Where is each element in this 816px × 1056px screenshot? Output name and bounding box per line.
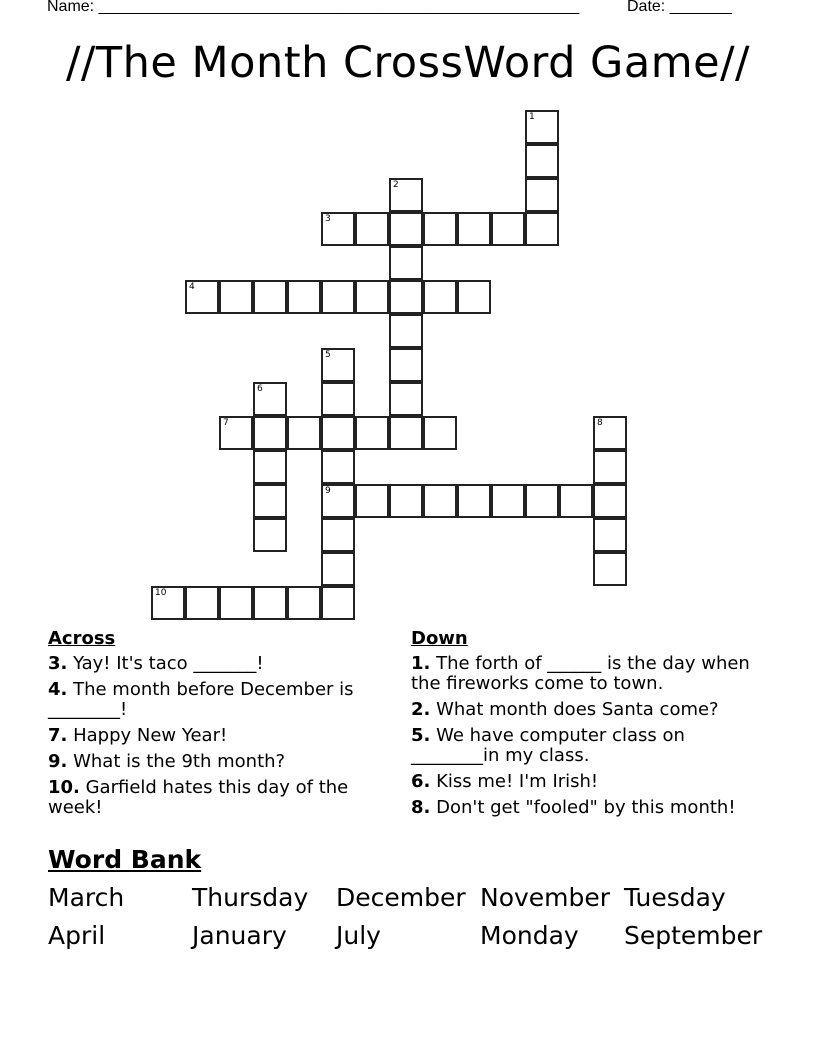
crossword-cell[interactable] [253, 450, 287, 484]
down-clue-8 [411, 798, 756, 818]
crossword-cell[interactable] [253, 382, 287, 416]
crossword-cell[interactable] [253, 280, 287, 314]
across-clue-9 [48, 752, 378, 772]
across-clue-10 [48, 778, 378, 818]
word-bank-word: April [48, 921, 106, 950]
clue-number: 7. [48, 725, 68, 746]
word-bank-word: January [192, 921, 287, 950]
crossword-cell[interactable] [287, 280, 321, 314]
down-clue-6 [411, 772, 756, 792]
crossword-cell[interactable] [389, 314, 423, 348]
crossword-cell[interactable] [389, 416, 423, 450]
crossword-cell[interactable] [389, 246, 423, 280]
cell-number: 3 [325, 213, 331, 224]
cell-number: 4 [189, 281, 195, 292]
crossword-cell[interactable] [253, 518, 287, 552]
word-bank-word: July [336, 921, 381, 950]
clue-text: Yay! It's taco _______! [67, 653, 264, 674]
cell-number: 8 [597, 417, 603, 428]
clue-number: 10. [48, 777, 80, 798]
clue-text: The forth of ______ is the day when the fireworks come to town. [411, 653, 750, 694]
crossword-cell[interactable] [321, 348, 355, 382]
crossword-cell[interactable] [355, 416, 389, 450]
crossword-cell[interactable] [389, 212, 423, 246]
crossword-cell[interactable] [321, 212, 355, 246]
crossword-cell[interactable] [389, 484, 423, 518]
across-clue-4 [48, 680, 378, 720]
cell-number: 10 [155, 587, 167, 598]
crossword-cell[interactable] [287, 586, 321, 620]
crossword-cell[interactable] [321, 382, 355, 416]
crossword-cell[interactable] [389, 348, 423, 382]
crossword-cell[interactable] [525, 484, 559, 518]
crossword-cell[interactable] [321, 552, 355, 586]
across-heading: Across [48, 628, 116, 649]
date-field-label: Date: _______ [627, 0, 732, 15]
word-bank-word: December [336, 883, 466, 912]
clue-number: 1. [411, 653, 431, 674]
crossword-cell[interactable] [593, 484, 627, 518]
down-clue-1 [411, 654, 756, 694]
page-title: //The Month CrossWord Game// [65, 38, 751, 88]
crossword-cell[interactable] [423, 416, 457, 450]
cell-number: 6 [257, 383, 263, 394]
clue-text: What month does Santa come? [430, 699, 719, 720]
word-bank-word: Thursday [192, 883, 309, 912]
crossword-cell[interactable] [423, 212, 457, 246]
word-bank-word: March [48, 883, 125, 912]
crossword-cell[interactable] [491, 212, 525, 246]
crossword-cell[interactable] [525, 212, 559, 246]
crossword-cell[interactable] [321, 484, 355, 518]
crossword-cell[interactable] [389, 178, 423, 212]
down-clue-5 [411, 726, 756, 766]
clue-number: 8. [411, 797, 431, 818]
crossword-cell[interactable] [151, 586, 185, 620]
clue-number: 6. [411, 771, 431, 792]
crossword-cell[interactable] [185, 586, 219, 620]
crossword-cell[interactable] [321, 416, 355, 450]
crossword-cell[interactable] [253, 416, 287, 450]
crossword-cell[interactable] [321, 450, 355, 484]
clue-text: Don't get "fooled" by this month! [430, 797, 736, 818]
clue-number: 5. [411, 725, 431, 746]
clue-number: 4. [48, 679, 68, 700]
crossword-cell[interactable] [219, 280, 253, 314]
crossword-cell[interactable] [423, 280, 457, 314]
across-clues [48, 629, 378, 824]
clue-text: Kiss me! I'm Irish! [430, 771, 599, 792]
crossword-cell[interactable] [321, 586, 355, 620]
crossword-cell[interactable] [525, 178, 559, 212]
word-bank-word: September [624, 921, 763, 950]
word-bank-word: Tuesday [624, 883, 726, 912]
down-clues [411, 629, 756, 824]
clue-text: Happy New Year! [67, 725, 228, 746]
clue-number: 2. [411, 699, 431, 720]
crossword-cell[interactable] [355, 484, 389, 518]
across-clue-7 [48, 726, 378, 746]
cell-number: 7 [223, 417, 229, 428]
word-bank-word: November [480, 883, 611, 912]
crossword-cell[interactable] [321, 280, 355, 314]
crossword-cell[interactable] [219, 586, 253, 620]
across-clue-3 [48, 654, 378, 674]
crossword-cell[interactable] [593, 552, 627, 586]
crossword-cell[interactable] [457, 212, 491, 246]
word-bank-word: Monday [480, 921, 579, 950]
crossword-cell[interactable] [559, 484, 593, 518]
crossword-cell[interactable] [457, 484, 491, 518]
crossword-cell[interactable] [491, 484, 525, 518]
crossword-cell[interactable] [253, 586, 287, 620]
clue-text: What is the 9th month? [67, 751, 286, 772]
cell-number: 2 [393, 179, 399, 190]
crossword-cell[interactable] [219, 416, 253, 450]
word-bank-title: Word Bank [48, 845, 202, 874]
crossword-cell[interactable] [287, 416, 321, 450]
crossword-cell[interactable] [593, 450, 627, 484]
crossword-cell[interactable] [389, 382, 423, 416]
crossword-cell[interactable] [525, 110, 559, 144]
clue-number: 3. [48, 653, 68, 674]
crossword-cell[interactable] [355, 212, 389, 246]
name-field-label: Name: ______________________________________________________ [47, 0, 580, 15]
crossword-cell[interactable] [253, 484, 287, 518]
cell-number: 5 [325, 349, 331, 360]
crossword-cell[interactable] [185, 280, 219, 314]
down-heading: Down [411, 628, 468, 649]
clue-text: We have computer class on ________in my class. [411, 725, 685, 766]
crossword-cell[interactable] [457, 280, 491, 314]
cell-number: 9 [325, 485, 331, 496]
crossword-cell[interactable] [593, 416, 627, 450]
down-clue-2 [411, 700, 756, 720]
clue-text: The month before December is ________! [48, 679, 354, 720]
crossword-cell[interactable] [355, 280, 389, 314]
clue-text: Garfield hates this day of the week! [48, 777, 349, 818]
clue-number: 9. [48, 751, 68, 772]
crossword-cell[interactable] [389, 280, 423, 314]
cell-number: 1 [529, 111, 535, 122]
crossword-cell[interactable] [321, 518, 355, 552]
crossword-cell[interactable] [593, 518, 627, 552]
crossword-cell[interactable] [423, 484, 457, 518]
crossword-cell[interactable] [525, 144, 559, 178]
